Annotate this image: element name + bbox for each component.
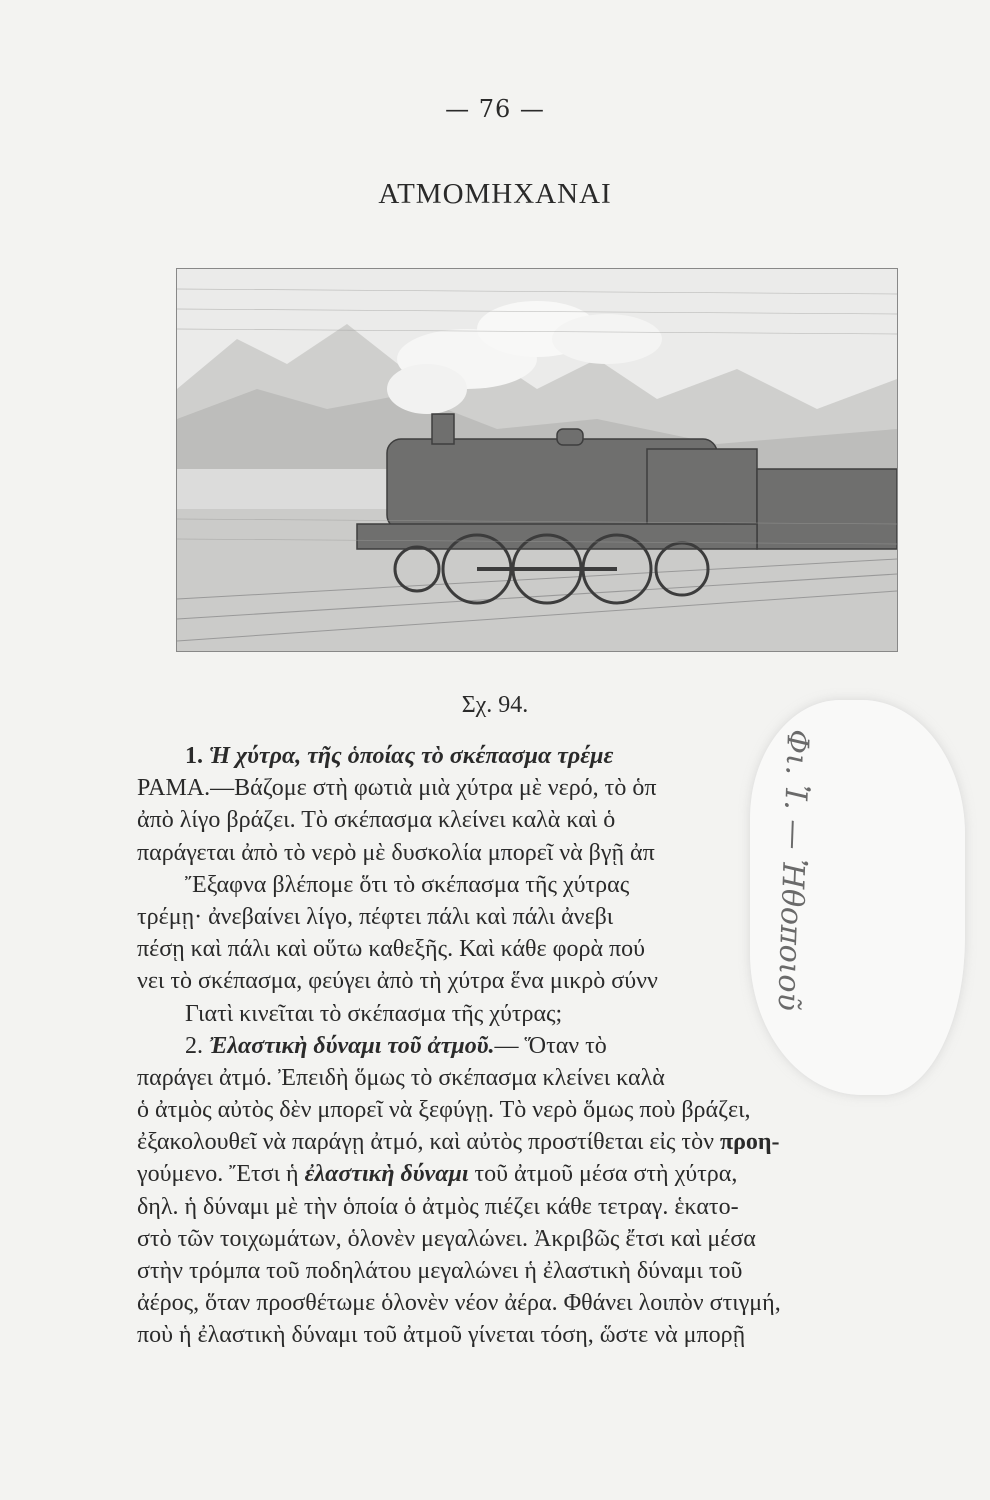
locomotive-illustration xyxy=(176,268,898,652)
text-line: ἀέρος, ὅταν προσθέτωμε ὁλονὲν νέον ἀέρα. Φθάνει λοιπὸν στιγμή, xyxy=(137,1290,781,1317)
text-line: ἀπὸ λίγο βράζει. Τὸ σκέπασμα κλείνει καλὰ καὶ ὁ xyxy=(137,807,616,834)
text-fragment: γούμενο. Ἔτσι ἡ xyxy=(137,1161,299,1188)
paragraph-heading: Ἐλαστικὴ δύναμι τοῦ ἀτμοῦ. xyxy=(209,1032,495,1059)
text-line: δηλ. ἡ δύναμι μὲ τὴν ὁποία ὁ ἀτμὸς πιέζει κάθε τετραγ. ἑκατο- xyxy=(137,1193,739,1220)
text-line: παράγει ἀτμό. Ἐπειδὴ ὅμως τὸ σκέπασμα κλείνει καλὰ xyxy=(137,1064,665,1091)
text-line: ὁ ἀτμὸς αὐτὸς δὲν μπορεῖ νὰ ξεφύγῃ. Τὸ νερὸ ὅμως ποὺ βράζει, xyxy=(137,1097,751,1124)
text-line xyxy=(137,1158,932,1190)
handwritten-margin-note: Φι. Ἰ. — Ἠθοποιοῦ xyxy=(770,728,815,1012)
text-line: ποὺ ἡ ἐλαστικὴ δύναμι τοῦ ἀτμοῦ γίνεται τόση, ὥστε νὰ μπορῇ xyxy=(137,1322,746,1349)
text-line: νει τὸ σκέπασμα, φεύγει ἀπὸ τὴ χύτρα ἕνα μικρὸ σύνν xyxy=(137,968,658,995)
text-line: Γιατὶ κινεῖται τὸ σκέπασμα τῆς χύτρας; xyxy=(185,1000,563,1027)
text-line: στὴν τρόμπα τοῦ ποδηλάτου μεγαλώνει ἡ ἐλαστικὴ δύναμι τοῦ xyxy=(137,1258,743,1284)
page-number: — 76 — xyxy=(445,95,545,123)
text-line: τρέμῃ· ἀνεβαίνει λίγο, πέφτει πάλι καὶ πάλι ἀνεβι xyxy=(137,903,614,930)
text-line: ΡΑΜΑ.—Βάζομε στὴ φωτιὰ μιὰ χύτρα μὲ νερό, τὸ ὁπ xyxy=(137,775,657,802)
bold-fragment: ἐλαστικὴ δύναμι xyxy=(304,1161,469,1188)
text-line: πέσῃ καὶ πάλι καὶ οὕτω καθεξῆς. Καὶ κάθε φορὰ πού xyxy=(137,936,646,963)
paragraph-number: 2. xyxy=(185,1032,203,1059)
text-fragment: ἐξακολουθεῖ νὰ παράγῃ ἀτμό, καὶ αὐτὸς προστίθεται εἰς τὸν xyxy=(137,1129,714,1156)
paragraph-heading: Ἡ χύτρα, τῆς ὁποίας τὸ σκέπασμα τρέμε xyxy=(209,743,614,769)
figure-caption: Σχ. 94. xyxy=(461,692,529,718)
text-line: στὸ τῶν τοιχωμάτων, ὁλονὲν μεγαλώνει. Ἀκριβῶς ἔτσι καὶ μέσα xyxy=(137,1225,756,1252)
locomotive-engraving xyxy=(177,269,897,651)
text-line xyxy=(137,1126,932,1158)
text-fragment: — Ὅταν τὸ xyxy=(494,1032,607,1059)
text-line: παράγεται ἀπὸ τὸ νερὸ μὲ δυσκολία μπορεῖ νὰ βγῇ ἀπ xyxy=(137,839,655,866)
text-fragment: τοῦ ἀτμοῦ μέσα στὴ χύτρα, xyxy=(474,1161,738,1188)
text-line: Ἔξαφνα βλέπομε ὅτι τὸ σκέπασμα τῆς χύτρας xyxy=(185,871,630,898)
bold-fragment: προη- xyxy=(719,1129,780,1156)
paragraph-number: 1. xyxy=(185,743,203,769)
chapter-title: ΑΤΜΟΜΗΧΑΝΑΙ xyxy=(378,178,612,210)
